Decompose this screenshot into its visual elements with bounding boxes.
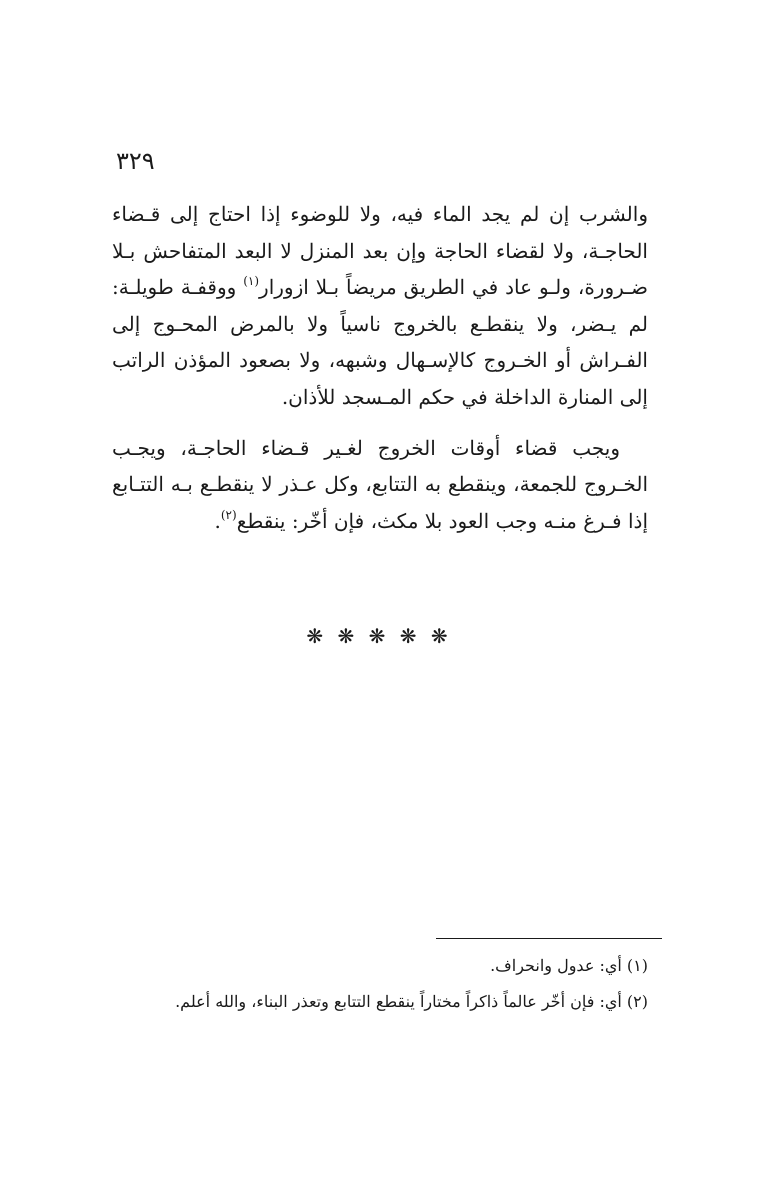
footnote-divider bbox=[436, 938, 662, 939]
paragraph-1-text-a: والشرب إن لم يجد الماء فيه، ولا للوضوء إذا احتاج إلى قـضاء الحاجـة، ولا لقضاء الحاجة وإن بعد المنزل لا البعد المتفاحش بـلا ضـرورة، ولـو عاد في الطريق مريضاً بـلا ازورار bbox=[112, 202, 648, 300]
main-text bbox=[112, 196, 648, 539]
paragraph-2 bbox=[112, 430, 648, 540]
paragraph-1-text-b: ووقفـة طويلـة: لم يـضر، ولا ينقطـع بالخروج ناسياً ولا بالمرض المحـوج إلى الفـراش أو الخـروج كالإسـهال وشبهه، ولا بصعود المؤذن الراتب إلى المنارة الداخلة في حكم المـسجد للأذان. bbox=[112, 275, 648, 409]
footnotes bbox=[112, 948, 648, 1020]
paragraph-1 bbox=[112, 196, 648, 416]
footnote-ref-1: (١) bbox=[243, 274, 260, 289]
footnote-2: (٢) أي: فإن أخّر عالماً ذاكراً مختاراً ينقطع التتابع وتعذر البناء، والله أعلم. bbox=[175, 992, 648, 1011]
paragraph-2-text-a: ويجب قضاء أوقات الخروج لغـير قـضاء الحاجـة، ويجـب الخـروج للجمعة، وينقطع به التتابع، وكل عـذر لا ينقطـع بـه التتـابع إذا فـرغ منـه وجب العود بلا مكث، فإن أخّر: ينقطع bbox=[112, 435, 648, 533]
footnote-ref-2: (٢) bbox=[220, 507, 237, 522]
section-separator: ❋ ❋ ❋ ❋ ❋ bbox=[306, 624, 452, 648]
paragraph-2-text-b: . bbox=[214, 508, 221, 533]
footnote-1: (١) أي: عدول وانحراف. bbox=[490, 956, 648, 975]
page-number: ٣٢٩ bbox=[116, 147, 155, 175]
